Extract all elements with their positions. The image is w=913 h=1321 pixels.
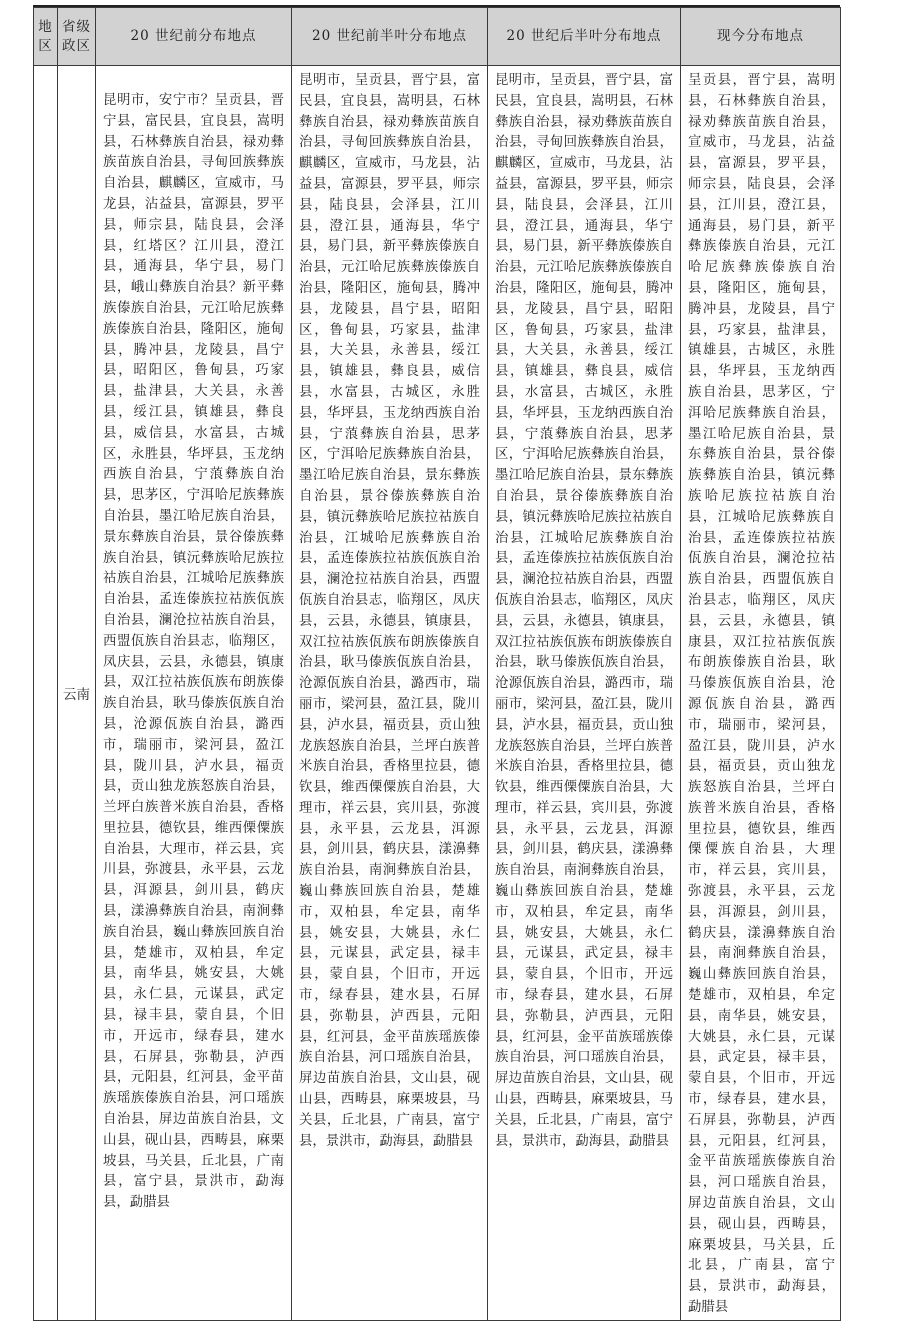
second-half-20c-text: 昆明市，呈贡县，晋宁县，富民县，宜良县，嵩明县，石林彝族自治县，禄劝彝族苗族自治县，寻甸回族彝族自治县，麒麟区，宣威市，马龙县，沾益县，富源县，罗平县，师宗县，陆良县，会泽县，江川县，澄江县，通海县，华宁县，易门县，新平彝族傣族自治县，元江哈尼族彝族傣族自治县，隆阳区，施甸县，腾冲县，龙陵县，昌宁县，昭阳区，鲁甸县，巧家县，盐津县，大关县，永善县，绥江县，镇雄县，彝良县，威信县，水富县，古城区，永胜县，华坪县，玉龙纳西族自治县，宁蒗彝族自治县，思茅区，宁洱哈尼族彝族自治县，墨江哈尼族自治县，景东彝族自治县，景谷傣族彝族自治县，镇沅彝族哈尼族拉祜族自治县，江城哈尼族彝族自治县，孟连傣族拉祜族佤族自治县，澜沧拉祜族自治县，西盟佤族自治县志，临翔区，凤庆县，云县，永德县，镇康县，双江拉祜族佤族布朗族傣族自治县，耿马傣族佤族自治县，沧源佤族自治县，潞西市，瑞丽市，梁河县，盈江县，陇川县，泸水县，福贡县，贡山独龙族怒族自治县，兰坪白族普米族自治县，香格里拉县，德钦县，维西傈僳族自治县，大理市，祥云县，宾川县，弥渡县，永平县，云龙县，洱源县，剑川县，鹤庆县，漾濞彝族自治县，南涧彝族自治县，巍山彝族回族自治县，楚雄市，双柏县，牟定县，南华县，姚安县，大姚县，永仁县，元谋县，武定县，禄丰县，蒙自县，个旧市，开远市，绿春县，建水县，石屏县，弥勒县，泸西县，元阳县，红河县，金平苗族瑶族傣族自治县，河口瑶族自治县，屏边苗族自治县，文山县，砚山县，西畴县，麻栗坡县，马关县，丘北县，广南县，富宁县，景洪市，勐海县，勐腊县 [495, 73, 673, 1149]
before-1900-cell [96, 66, 292, 1321]
before-1900-text: 昆明市，安宁市？呈贡县，晋宁县，富民县，宜良县，嵩明县，石林彝族自治县，禄劝彝族苗族自治县，寻甸回族彝族自治县，麒麟区，宣威市，马龙县，沾益县，富源县，罗平县，师宗县，陆良县，会泽县，红塔区？江川县，澄江县，通海县，华宁县，易门县，峨山彝族自治县？新平彝族傣族自治县，元江哈尼族彝族傣族自治县，隆阳区，施甸县，腾冲县，龙陵县，昌宁县，昭阳区，鲁甸县，巧家县，盐津县，大关县，永善县，绥江县，镇雄县，彝良县，威信县，水富县，古城区，永胜县，华坪县，玉龙纳西族自治县，宁蒗彝族自治县，思茅区，宁洱哈尼族彝族自治县，墨江哈尼族自治县，景东彝族自治县，景谷傣族彝族自治县，镇沅彝族哈尼族拉祜族自治县，江城哈尼族彝族自治县，孟连傣族拉祜族佤族自治县，澜沧拉祜族自治县，西盟佤族自治县志，临翔区，凤庆县，云县，永德县，镇康县，双江拉祜族佤族布朗族傣族自治县，耿马傣族佤族自治县，沧源佤族自治县，潞西市，瑞丽市，梁河县，盈江县，陇川县，泸水县，福贡县，贡山独龙族怒族自治县，兰坪白族普米族自治县，香格里拉县，德钦县，维西傈僳族自治县，大理市，祥云县，宾川县，弥渡县，永平县，云龙县，洱源县，剑川县，鹤庆县，漾濞彝族自治县，南涧彝族自治县，巍山彝族回族自治县，楚雄市，双柏县，牟定县，南华县，姚安县，大姚县，永仁县，元谋县，武定县，禄丰县，蒙自县，个旧市，开远市，绿春县，建水县，石屏县，弥勒县，泸西县，元阳县，红河县，金平苗族瑶族傣族自治县，河口瑶族自治县，屏边苗族自治县，文山县，砚山县，西畴县，麻栗坡县，马关县，丘北县，广南县，富宁县，景洪市，勐海县，勐腊县 [103, 93, 284, 1211]
second-half-20c-cell [488, 66, 681, 1321]
header-second-half-20c: 20 世纪后半叶分布地点 [488, 8, 681, 66]
header-present: 现今分布地点 [681, 8, 841, 66]
present-text: 呈贡县，晋宁县，嵩明县，石林彝族自治县，禄劝彝族苗族自治县，宣威市，马龙县，沾益县，富源县，罗平县，师宗县，陆良县，会泽县，江川县，澄江县，通海县，易门县，新平彝族傣族自治县，元江哈尼族彝族傣族自治县，隆阳区，施甸县，腾冲县，龙陵县，昌宁县，巧家县，盐津县，镇雄县，古城区，永胜县，华坪县，玉龙纳西族自治县，思茅区，宁洱哈尼族彝族自治县，墨江哈尼族自治县，景东彝族自治县，景谷傣族彝族自治县，镇沅彝族哈尼族拉祜族自治县，江城哈尼族彝族自治县，孟连傣族拉祜族佤族自治县，澜沧拉祜族自治县，西盟佤族自治县志，临翔区，凤庆县，云县，永德县，镇康县，双江拉祜族佤族布朗族傣族自治县，耿马傣族佤族自治县，沧源佤族自治县，潞西市，瑞丽市，梁河县，盈江县，陇川县，泸水县，福贡县，贡山独龙族怒族自治县，兰坪白族普米族自治县，香格里拉县，德钦县，维西傈僳族自治县，大理市，祥云县，宾川县，弥渡县，永平县，云龙县，洱源县，剑川县，鹤庆县，漾濞彝族自治县，南涧彝族自治县，巍山彝族回族自治县，楚雄市，双柏县，牟定县，南华县，姚安县，大姚县，永仁县，元谋县，武定县，禄丰县，蒙自县，个旧市，开远市，绿春县，建水县，石屏县，弥勒县，泸西县，元阳县，红河县，金平苗族瑶族傣族自治县，河口瑶族自治县，屏边苗族自治县，文山县，砚山县，西畴县，麻栗坡县，马关县，丘北县，广南县，富宁县，景洪市，勐海县，勐腊县 [688, 73, 835, 1316]
header-province: 省级政区 [58, 8, 96, 66]
header-row [34, 8, 841, 66]
present-cell [681, 66, 841, 1321]
header-before-1900: 20 世纪前分布地点 [96, 8, 292, 66]
region-cell [34, 66, 58, 1321]
header-first-half-20c: 20 世纪前半叶分布地点 [292, 8, 488, 66]
first-half-20c-text: 昆明市，呈贡县，晋宁县，富民县，宜良县，嵩明县，石林彝族自治县，禄劝彝族苗族自治县，寻甸回族彝族自治县，麒麟区，宣威市，马龙县，沾益县，富源县，罗平县，师宗县，陆良县，会泽县，江川县，澄江县，通海县，华宁县，易门县，新平彝族傣族自治县，元江哈尼族彝族傣族自治县，隆阳区，施甸县，腾冲县，龙陵县，昌宁县，昭阳区，鲁甸县，巧家县，盐津县，大关县，永善县，绥江县，镇雄县，彝良县，威信县，水富县，古城区，永胜县，华坪县，玉龙纳西族自治县，宁蒗彝族自治县，思茅区，宁洱哈尼族彝族自治县，墨江哈尼族自治县，景东彝族自治县，景谷傣族彝族自治县，镇沅彝族哈尼族拉祜族自治县，江城哈尼族彝族自治县，孟连傣族拉祜族佤族自治县，澜沧拉祜族自治县，西盟佤族自治县志，临翔区，凤庆县，云县，永德县，镇康县，双江拉祜族佤族布朗族傣族自治县，耿马傣族佤族自治县，沧源佤族自治县，潞西市，瑞丽市，梁河县，盈江县，陇川县，泸水县，福贡县，贡山独龙族怒族自治县，兰坪白族普米族自治县，香格里拉县，德钦县，维西傈僳族自治县，大理市，祥云县，宾川县，弥渡县，永平县，云龙县，洱源县，剑川县，鹤庆县，漾濞彝族自治县，南涧彝族自治县，巍山彝族回族自治县，楚雄市，双柏县，牟定县，南华县，姚安县，大姚县，永仁县，元谋县，武定县，禄丰县，蒙自县，个旧市，开远市，绿春县，建水县，石屏县，弥勒县，泸西县，元阳县，红河县，金平苗族瑶族傣族自治县，河口瑶族自治县，屏边苗族自治县，文山县，砚山县，西畴县，麻栗坡县，马关县，丘北县，广南县，富宁县，景洪市，勐海县，勐腊县 [299, 73, 480, 1149]
header-region: 地区 [34, 8, 58, 66]
table-row [34, 66, 841, 1321]
distribution-table [33, 7, 841, 1321]
first-half-20c-cell [292, 66, 488, 1321]
province-cell: 云南 [58, 66, 96, 1321]
